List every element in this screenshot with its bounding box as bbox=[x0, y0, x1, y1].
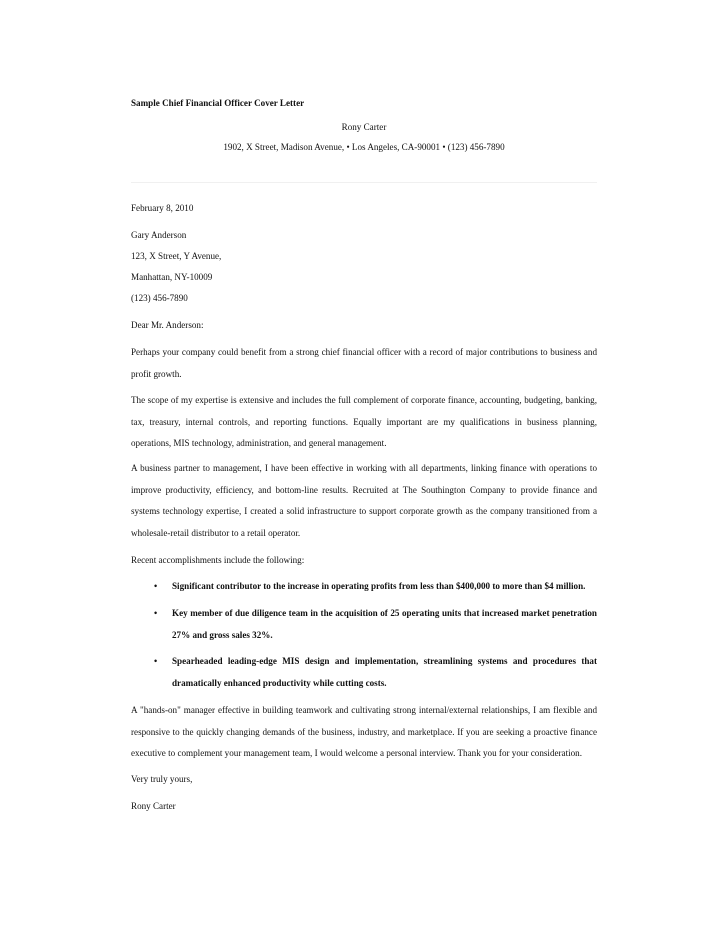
document-title: Sample Chief Financial Officer Cover Letter bbox=[131, 98, 305, 108]
accomplishments-intro: Recent accomplishments include the following: bbox=[131, 555, 305, 565]
body-paragraph-3: A business partner to management, I have been effective in working with all departments, linking finance with operations to improve productivity, efficiency, and bottom-line results. Recruited at The Southington Company to provide finance and systems technology expertise, I created a solid infrastructure to support corporate growth as the company transitioned from a wholesale-retail distributor to a retail operator. bbox=[131, 463, 597, 538]
recipient-city: Manhattan, NY-10009 bbox=[131, 272, 213, 282]
letter-date: February 8, 2010 bbox=[131, 203, 194, 213]
body-paragraph-1: Perhaps your company could benefit from a strong chief financial officer with a record of major contributions to business and profit growth. bbox=[131, 347, 597, 379]
accomplishment-text: Key member of due diligence team in the acquisition of 25 operating units that increased market penetration 27% and gross sales 32%. bbox=[172, 608, 597, 640]
bullet-icon: • bbox=[154, 608, 158, 618]
signature-name: Rony Carter bbox=[131, 801, 176, 811]
sender-address: 1902, X Street, Madison Avenue, • Los Angeles, CA-90001 • (123) 456-7890 bbox=[223, 142, 505, 152]
valediction: Very truly yours, bbox=[131, 774, 193, 784]
salutation: Dear Mr. Anderson: bbox=[131, 320, 204, 330]
header-divider bbox=[131, 182, 597, 183]
recipient-name: Gary Anderson bbox=[131, 230, 187, 240]
accomplishment-text: Spearheaded leading-edge MIS design and implementation, streamlining systems and procedures that dramatically enhanced productivity while cutting costs. bbox=[172, 656, 597, 688]
accomplishment-text: Significant contributor to the increase in operating profits from less than $400,000 to more than $4 million. bbox=[172, 581, 586, 591]
bullet-icon: • bbox=[154, 581, 158, 591]
recipient-phone: (123) 456-7890 bbox=[131, 293, 188, 303]
bullet-icon: • bbox=[154, 656, 158, 666]
sender-name: Rony Carter bbox=[341, 122, 387, 132]
recipient-street: 123, X Street, Y Avenue, bbox=[131, 251, 222, 261]
closing-paragraph: A "hands-on" manager effective in building teamwork and cultivating strong internal/external relationships, I am flexible and responsive to the quickly changing demands of the business, industry, and marketplace. If you are seeking a proactive finance executive to complement your management team, I would welcome a personal interview. Thank you for your consideration. bbox=[131, 705, 597, 758]
body-paragraph-2: The scope of my expertise is extensive and includes the full complement of corporate finance, accounting, budgeting, banking, tax, treasury, internal controls, and reporting functions. Equally important are my qualifications in business planning, operations, MIS technology, administration, and general management. bbox=[131, 395, 597, 448]
